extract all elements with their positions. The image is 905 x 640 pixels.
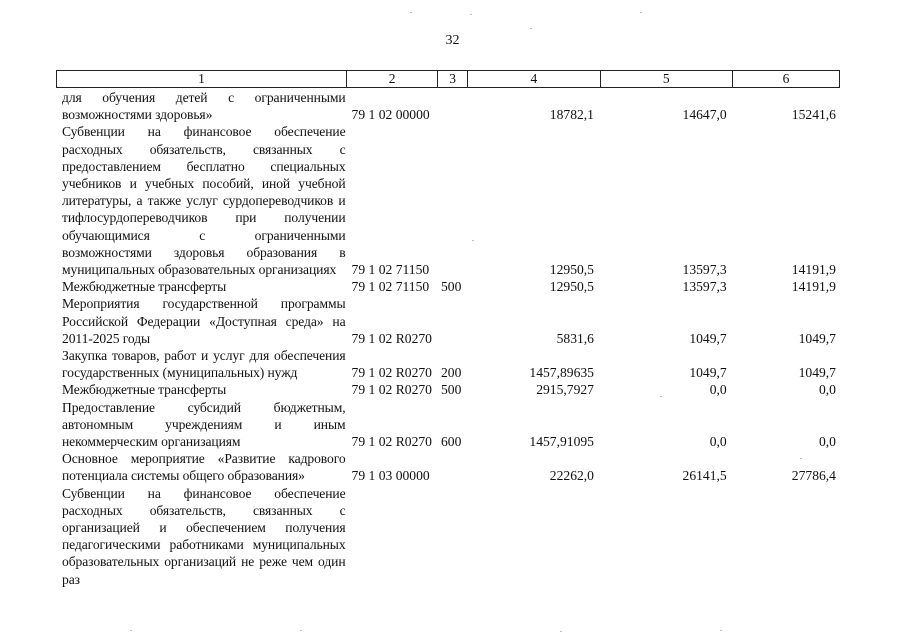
row-value-col6: 0,0: [818, 434, 836, 450]
row-value-col5: 0,0: [709, 434, 727, 450]
row-value-col4: 22262,0: [549, 468, 594, 484]
row-value-col5: 1049,7: [689, 330, 727, 346]
row-name: для обучения детей с ограниченными возможностями здоровья»: [62, 90, 346, 123]
table-header: [56, 70, 840, 88]
row-value-col6: 15241,6: [791, 107, 836, 123]
row-value-col4: 5831,6: [556, 330, 594, 346]
row-value-col6: 14191,9: [791, 262, 836, 278]
row-value-col5: 1049,7: [689, 365, 727, 381]
row-name: Предоставление субсидий бюджетным, автономным учреждениям и иным некоммерческим организациям: [62, 399, 346, 450]
row-value-col4: 1457,89635: [529, 365, 594, 381]
row-code: 79 1 03 00000: [351, 468, 430, 484]
row-code: 79 1 02 R0270: [351, 382, 432, 398]
page-number: 32: [445, 33, 460, 48]
header-col-4: 4: [467, 71, 599, 87]
row-value-col5: 0,0: [709, 382, 727, 398]
row-code: 79 1 02 00000: [351, 107, 430, 123]
row-expense-type: 600: [440, 434, 462, 450]
row-name: Межбюджетные трансферты: [62, 279, 227, 295]
header-col-6: 6: [732, 71, 839, 87]
table-row: [56, 450, 840, 484]
row-value-col5: 13597,3: [682, 279, 727, 295]
row-value-col4: 2915,7927: [536, 382, 594, 398]
row-code: 79 1 02 71150: [351, 279, 430, 295]
row-name: Межбюджетные трансферты: [62, 382, 227, 398]
row-name: Субвенции на финансовое обеспечение расходных обязательств, связанных с организацией и обеспечением получения педагогическими работниками муниципальных образовательных организаций не реже чем один раз: [62, 485, 346, 587]
row-name: Субвенции на финансовое обеспечение расходных обязательств, связанных с предоставлением бесплатно специальных учебников и учебных пособий, иной учебной литературы, а также услуг сурдопереводчиков и тифлосурдопереводчиков при получении обучающимися с ограниченными возможностями здоровья образования в муниципальных образовательных организациях: [62, 124, 346, 278]
header-col-1: 1: [198, 71, 205, 86]
row-value-col5: 26141,5: [682, 468, 727, 484]
table-row: [56, 123, 840, 278]
row-value-col4: 18782,1: [549, 107, 594, 123]
table-row: [56, 485, 840, 588]
row-value-col4: 12950,5: [549, 279, 594, 295]
table-body: [56, 89, 840, 588]
row-name: Мероприятия государственной программы Российской Федерации «Доступная среда» на 2011-2025 годы: [62, 296, 346, 346]
row-expense-type: 500: [440, 382, 462, 398]
table-row: [56, 295, 840, 347]
row-value-col6: 14191,9: [791, 279, 836, 295]
row-code: 79 1 02 71150: [351, 262, 430, 278]
row-value-col6: 27786,4: [791, 468, 836, 484]
table-row: [56, 381, 840, 398]
row-value-col6: 1049,7: [798, 365, 836, 381]
row-value-col5: 14647,0: [682, 107, 727, 123]
row-value-col6: 0,0: [818, 382, 836, 398]
row-value-col5: 13597,3: [682, 262, 727, 278]
row-value-col4: 12950,5: [549, 262, 594, 278]
header-col-3: 3: [437, 71, 467, 87]
table-row: [56, 347, 840, 381]
row-code: 79 1 02 R0270: [351, 365, 432, 381]
header-col-2: 2: [346, 71, 437, 87]
row-value-col4: 1457,91095: [529, 434, 594, 450]
row-code: 79 1 02 R0270: [351, 330, 432, 346]
table-row: [56, 89, 840, 123]
row-name: Закупка товаров, работ и услуг для обеспечения государственных (муниципальных) нужд: [62, 348, 346, 381]
row-code: 79 1 02 R0270: [351, 434, 432, 450]
table-row: [56, 278, 840, 295]
row-value-col6: 1049,7: [798, 330, 836, 346]
table-row: [56, 399, 840, 451]
row-expense-type: 500: [440, 279, 462, 295]
row-name: Основное мероприятие «Развитие кадрового потенциала системы общего образования»: [62, 451, 346, 484]
header-col-5: 5: [600, 71, 732, 87]
row-expense-type: 200: [440, 365, 462, 381]
